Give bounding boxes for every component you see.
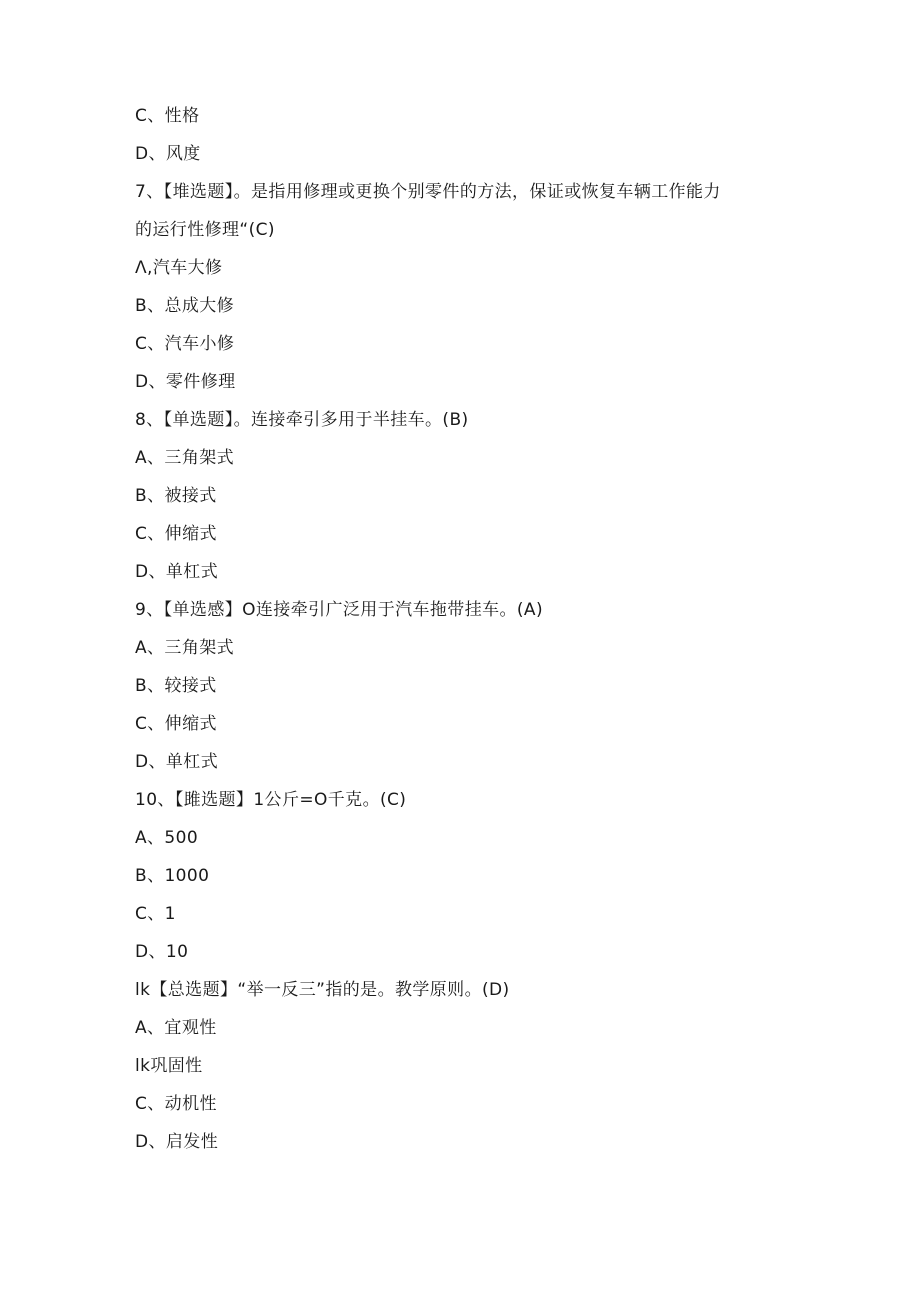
question-7-option-a: Λ,汽车大修 bbox=[135, 258, 223, 278]
question-10-option-d: D、10 bbox=[135, 942, 189, 962]
question-9-option-c: C、伸缩式 bbox=[135, 714, 217, 734]
question-7-option-d: D、零件修理 bbox=[135, 372, 236, 392]
question-9-option-d: D、单杠式 bbox=[135, 752, 219, 772]
question-11-option-a: A、宜观性 bbox=[135, 1018, 217, 1038]
question-11-text: lk【总选题】“举一反三”指的是。教学原则。(D) bbox=[135, 980, 510, 1000]
question-10-option-c: C、1 bbox=[135, 904, 176, 924]
question-7-text: 7、【堆选题】。是指用修理或更换个别零件的方法，保证或恢复车辆工作能力 bbox=[135, 182, 721, 202]
question-9-text: 9、【单选感】O连接牵引广泛用于汽车拖带挂车。(A) bbox=[135, 600, 543, 620]
question-11-option-b: lk巩固性 bbox=[135, 1056, 203, 1076]
question-11-option-d: D、启发性 bbox=[135, 1132, 219, 1152]
question-9-option-b: B、较接式 bbox=[135, 676, 217, 696]
question-10-option-a: A、500 bbox=[135, 828, 199, 848]
question-7-continued: 的运行性修理“(C) bbox=[135, 220, 275, 240]
question-8-option-c: C、伸缩式 bbox=[135, 524, 217, 544]
question-8-option-a: A、三角架式 bbox=[135, 448, 235, 468]
question-10-text: 10、【雎选题】1公斤=O千克。(C) bbox=[135, 790, 407, 810]
question-7-option-c: C、汽车小修 bbox=[135, 334, 235, 354]
question-8-text: 8、【单选题】。连接牵引多用于半挂车。(B) bbox=[135, 410, 469, 430]
question-10-option-b: B、1000 bbox=[135, 866, 210, 886]
option-7c-prev: C、性格 bbox=[135, 106, 200, 126]
question-8-option-b: B、被接式 bbox=[135, 486, 217, 506]
option-7d-prev: D、风度 bbox=[135, 144, 201, 164]
question-11-option-c: C、动机性 bbox=[135, 1094, 217, 1114]
question-7-option-b: B、总成大修 bbox=[135, 296, 235, 316]
question-9-option-a: A、三角架式 bbox=[135, 638, 235, 658]
question-8-option-d: D、单杠式 bbox=[135, 562, 219, 582]
